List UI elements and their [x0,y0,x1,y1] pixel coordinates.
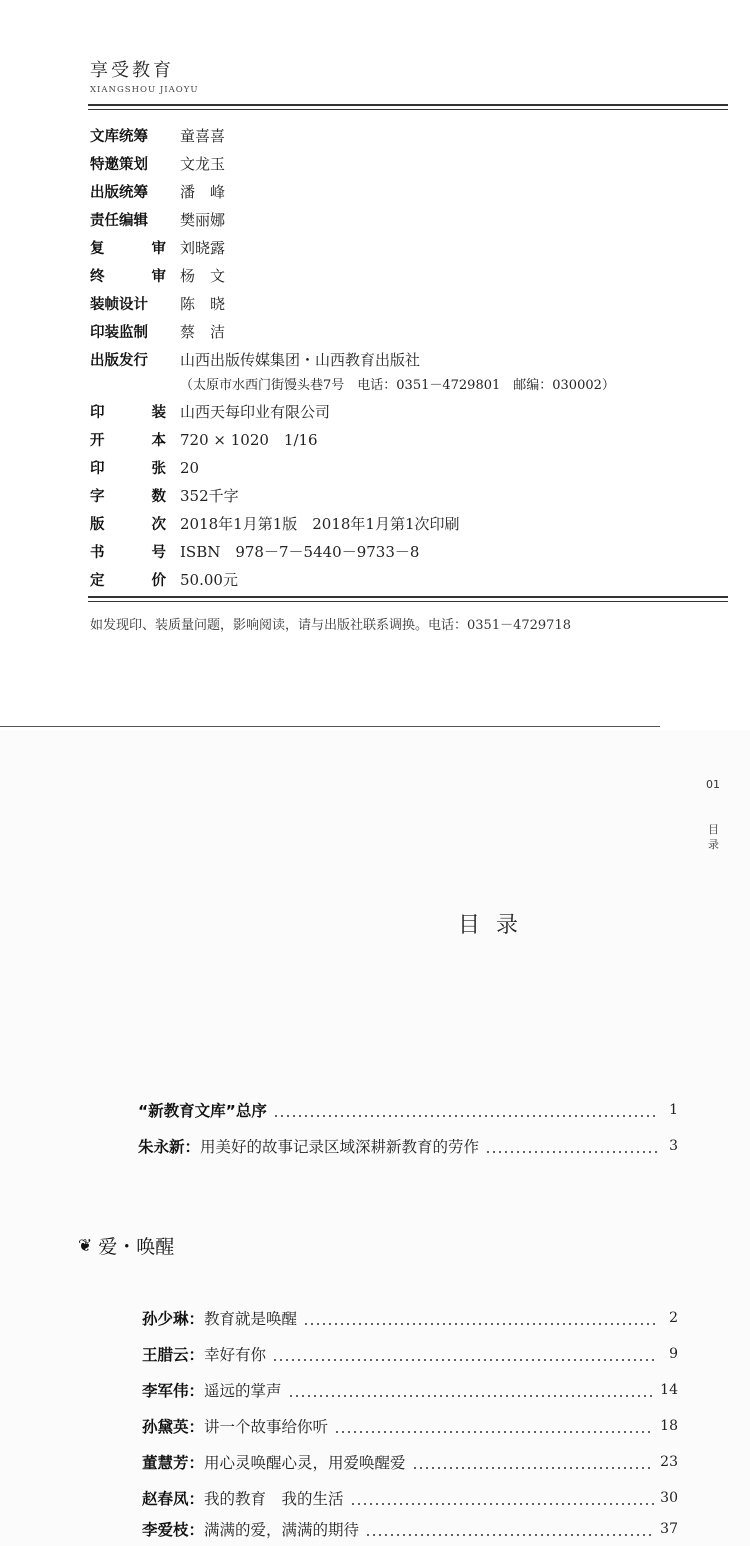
spec-row [90,484,239,508]
dot-leader [412,1449,655,1475]
credit-value: 潘 峰 [180,183,226,201]
credit-label: 复 审 [90,241,166,257]
toc-page-number: 9 [669,1346,678,1362]
toc-page-number: 30 [660,1490,678,1506]
credit-row [90,292,225,316]
credit-label: 终 审 [90,269,166,285]
toc-page-number: 18 [660,1418,678,1434]
spec-label: 印 装 [90,405,166,421]
toc-entry[interactable] [142,1413,678,1439]
spec-value: 352千字 [180,487,239,505]
credit-value: 童喜喜 [180,127,226,145]
page-divider [0,726,660,727]
dot-leader [272,1341,658,1367]
credit-value: 刘晓露 [180,239,226,257]
spec-value: 720 × 1020 1/16 [180,431,318,449]
dot-leader [303,1305,658,1331]
toc-page-number: 3 [669,1138,678,1154]
toc-entry[interactable] [138,1097,678,1123]
top-rule [88,104,728,106]
spec-row [90,400,330,424]
credit-row [90,348,420,372]
toc-entry-title: 满满的爱，满满的期待 [204,1521,360,1539]
toc-entry[interactable] [138,1133,678,1159]
toc-entry-title: 幸好有你 [204,1346,267,1364]
toc-entry[interactable] [142,1341,678,1367]
toc-entry-author: 孙少琳： [142,1310,205,1328]
credit-label: 特邀策划 [90,157,148,173]
credit-label: 文库统筹 [90,129,148,145]
toc-title: 目录 [458,913,535,938]
dot-leader [288,1377,655,1403]
toc-entry[interactable] [142,1377,678,1403]
toc-page-number: 14 [660,1382,678,1398]
toc-entry[interactable] [142,1305,678,1331]
spec-label: 书 号 [90,545,166,561]
credit-value: 杨 文 [180,267,226,285]
toc-entry[interactable] [142,1516,678,1542]
spec-row [90,568,238,592]
credit-row [90,152,225,176]
series-title: 享受教育 [90,60,174,81]
spec-value: 50.00元 [180,571,238,589]
spec-value: 2018年1月第1版 2018年1月第1次印刷 [180,515,460,533]
toc-entry-author: 孙黛英： [142,1418,205,1436]
top-rule-thin [88,109,728,110]
credit-row [90,208,225,232]
spec-row [90,456,199,480]
dot-leader [334,1413,654,1439]
credit-row [90,124,225,148]
credit-value: 樊丽娜 [180,211,226,229]
toc-entry-title: 遥远的掌声 [204,1382,282,1400]
running-side-label: 目录 [708,823,719,851]
spec-value: 山西天每印业有限公司 [180,403,331,421]
toc-entry-author: 赵春凤： [142,1490,205,1508]
spec-label: 定 价 [90,573,166,589]
dot-leader [365,1516,654,1542]
toc-entry-title: 用心灵唤醒心灵，用爱唤醒爱 [204,1454,406,1472]
dot-leader [350,1485,655,1511]
credit-value: 陈 晓 [180,295,226,313]
toc-entry-title: 讲一个故事给你听 [204,1418,329,1436]
toc-page-number: 2 [669,1310,678,1326]
publisher-address: （太原市水西门街馒头巷7号 电话：0351－4729801 邮编：030002） [180,378,615,393]
spec-label: 字 数 [90,489,166,505]
toc-entry-author: 董慧芳： [142,1454,205,1472]
toc-entry-title: “新教育文库”总序 [138,1102,267,1120]
spec-label: 版 次 [90,517,166,533]
credit-label: 出版发行 [90,353,148,369]
spec-value: ISBN 978－7－5440－9733－8 [180,543,420,561]
spec-label: 印 张 [90,461,166,477]
quality-notice: 如发现印、装质量问题，影响阅读，请与出版社联系调换。电话：0351－4729718 [90,618,571,633]
credit-row [90,320,225,344]
series-pinyin: XIANGSHOU JIAOYU [90,85,199,95]
toc-entry[interactable] [142,1449,678,1475]
dot-leader [273,1097,658,1123]
spec-label: 开 本 [90,433,166,449]
fleuron-icon: ❦ [78,1235,93,1256]
bottom-rule [88,596,728,598]
toc-entry-author: 李爱枝： [142,1521,205,1539]
section-heading-text: 爱・唤醒 [98,1236,175,1258]
toc-page-number: 23 [660,1454,678,1470]
toc-entry-title: 教育就是唤醒 [204,1310,298,1328]
toc-entry-title: 用美好的故事记录区域深耕新教育的劳作 [200,1138,480,1156]
spec-value: 20 [180,459,200,477]
toc-page-number: 1 [669,1102,678,1118]
page-number: 01 [706,778,720,791]
bottom-rule-thin [88,601,728,602]
credit-value: 山西出版传媒集团・山西教育出版社 [180,351,421,369]
credit-label: 印装监制 [90,325,148,341]
copyright-page [0,0,750,730]
credit-label: 装帧设计 [90,297,148,313]
dot-leader [485,1133,658,1159]
credit-row [90,264,225,288]
toc-entry-author: 王腊云： [142,1346,205,1364]
credit-value: 文龙玉 [180,155,226,173]
credit-row [90,236,225,260]
spec-row [90,428,318,452]
credit-label: 责任编辑 [90,213,148,229]
toc-entry-author: 朱永新： [138,1138,201,1156]
toc-entry-author: 李军伟： [142,1382,205,1400]
toc-entry-title: 我的教育 我的生活 [204,1490,344,1508]
credit-row [90,180,225,204]
credit-label: 出版统筹 [90,185,148,201]
spec-row [90,540,419,564]
section-heading[interactable] [78,1232,174,1259]
credit-value: 蔡 洁 [180,323,226,341]
toc-page-number: 37 [660,1521,678,1537]
toc-entry[interactable] [142,1485,678,1511]
spec-row [90,512,460,536]
